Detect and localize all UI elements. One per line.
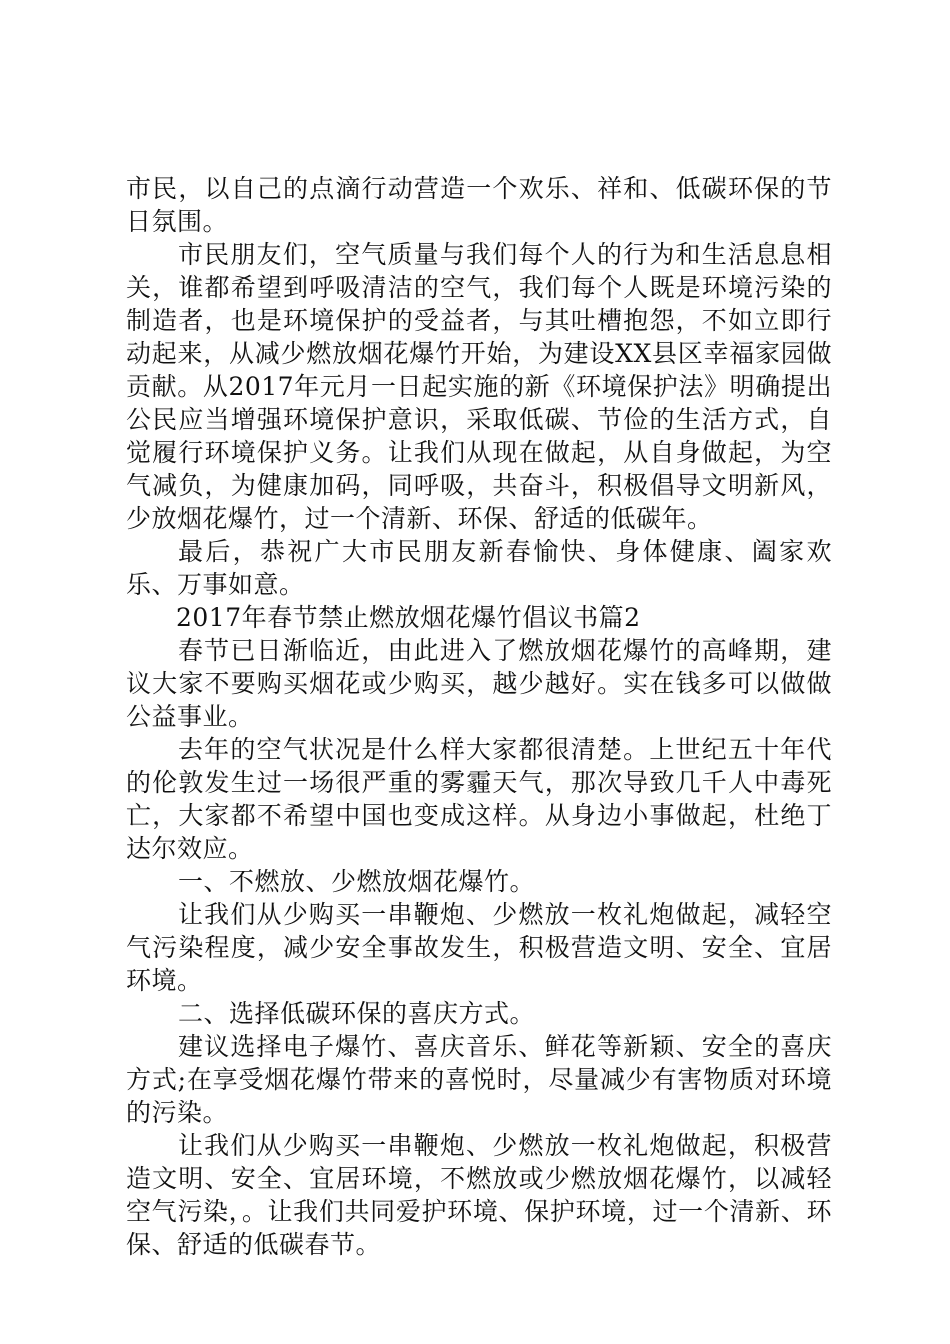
document-body xyxy=(126,172,832,1261)
paragraph-final-appeal: 让我们从少购买一串鞭炮、少燃放一枚礼炮做起，积极营造文明、安全、宜居环境，不燃放或少燃放烟花爆竹，以减轻空气污染，。让我们共同爱护环境、保护环境，过一个清新、环保、舒适的低碳春节。 xyxy=(126,1131,832,1259)
paragraph-closing-wishes: 最后，恭祝广大市民朋友新春愉快、身体健康、阖家欢乐、万事如意。 xyxy=(126,537,832,599)
section-title: 2017年春节禁止燃放烟花爆竹倡议书篇2 xyxy=(176,603,641,632)
paragraph-reduce-fireworks: 让我们从少购买一串鞭炮、少燃放一枚礼炮做起，减轻空气污染程度，减少安全事故发生，积极营造文明、安全、宜居环境。 xyxy=(126,900,832,995)
paragraph-continuation: 市民，以自己的点滴行动营造一个欢乐、祥和、低碳环保的节日氛围。 xyxy=(126,174,832,236)
paragraph-air-quality: 去年的空气状况是什么样大家都很清楚。上世纪五十年代的伦敦发生过一场很严重的雾霾天气，那次导致几千人中毒死亡，大家都不希望中国也变成这样。从身边小事做起，杜绝丁达尔效应。 xyxy=(126,735,832,863)
paragraph-citizens-appeal: 市民朋友们，空气质量与我们每个人的行为和生活息息相关，谁都希望到呼吸清洁的空气，我们每个人既是环境污染的制造者，也是环境保护的受益者，与其吐槽抱怨，不如立即行动起来，从减少燃放烟花爆竹开始，为建设XX县区幸福家园做贡献。从2017年元月一日起实施的新《环境保护法》明确提出公民应当增强环境保护意识，采取低碳、节俭的生活方式，自觉履行环境保护义务。让我们从现在做起，从自身做起，为空气减负，为健康加码，同呼吸，共奋斗，积极倡导文明新风，少放烟花爆竹，过一个清新、环保、舒适的低碳年。 xyxy=(126,240,832,533)
paragraph-alternatives: 建议选择电子爆竹、喜庆音乐、鲜花等新颖、安全的喜庆方式;在享受烟花爆竹带来的喜悦时，尽量减少有害物质对环境的污染。 xyxy=(126,1032,832,1127)
paragraph-spring-festival: 春节已日渐临近，由此进入了燃放烟花爆竹的高峰期，建议大家不要购买烟花或少购买，越少越好。实在钱多可以做做公益事业。 xyxy=(126,636,832,731)
list-item-one: 一、不燃放、少燃放烟花爆竹。 xyxy=(178,867,536,896)
list-item-two: 二、选择低碳环保的喜庆方式。 xyxy=(178,999,536,1028)
